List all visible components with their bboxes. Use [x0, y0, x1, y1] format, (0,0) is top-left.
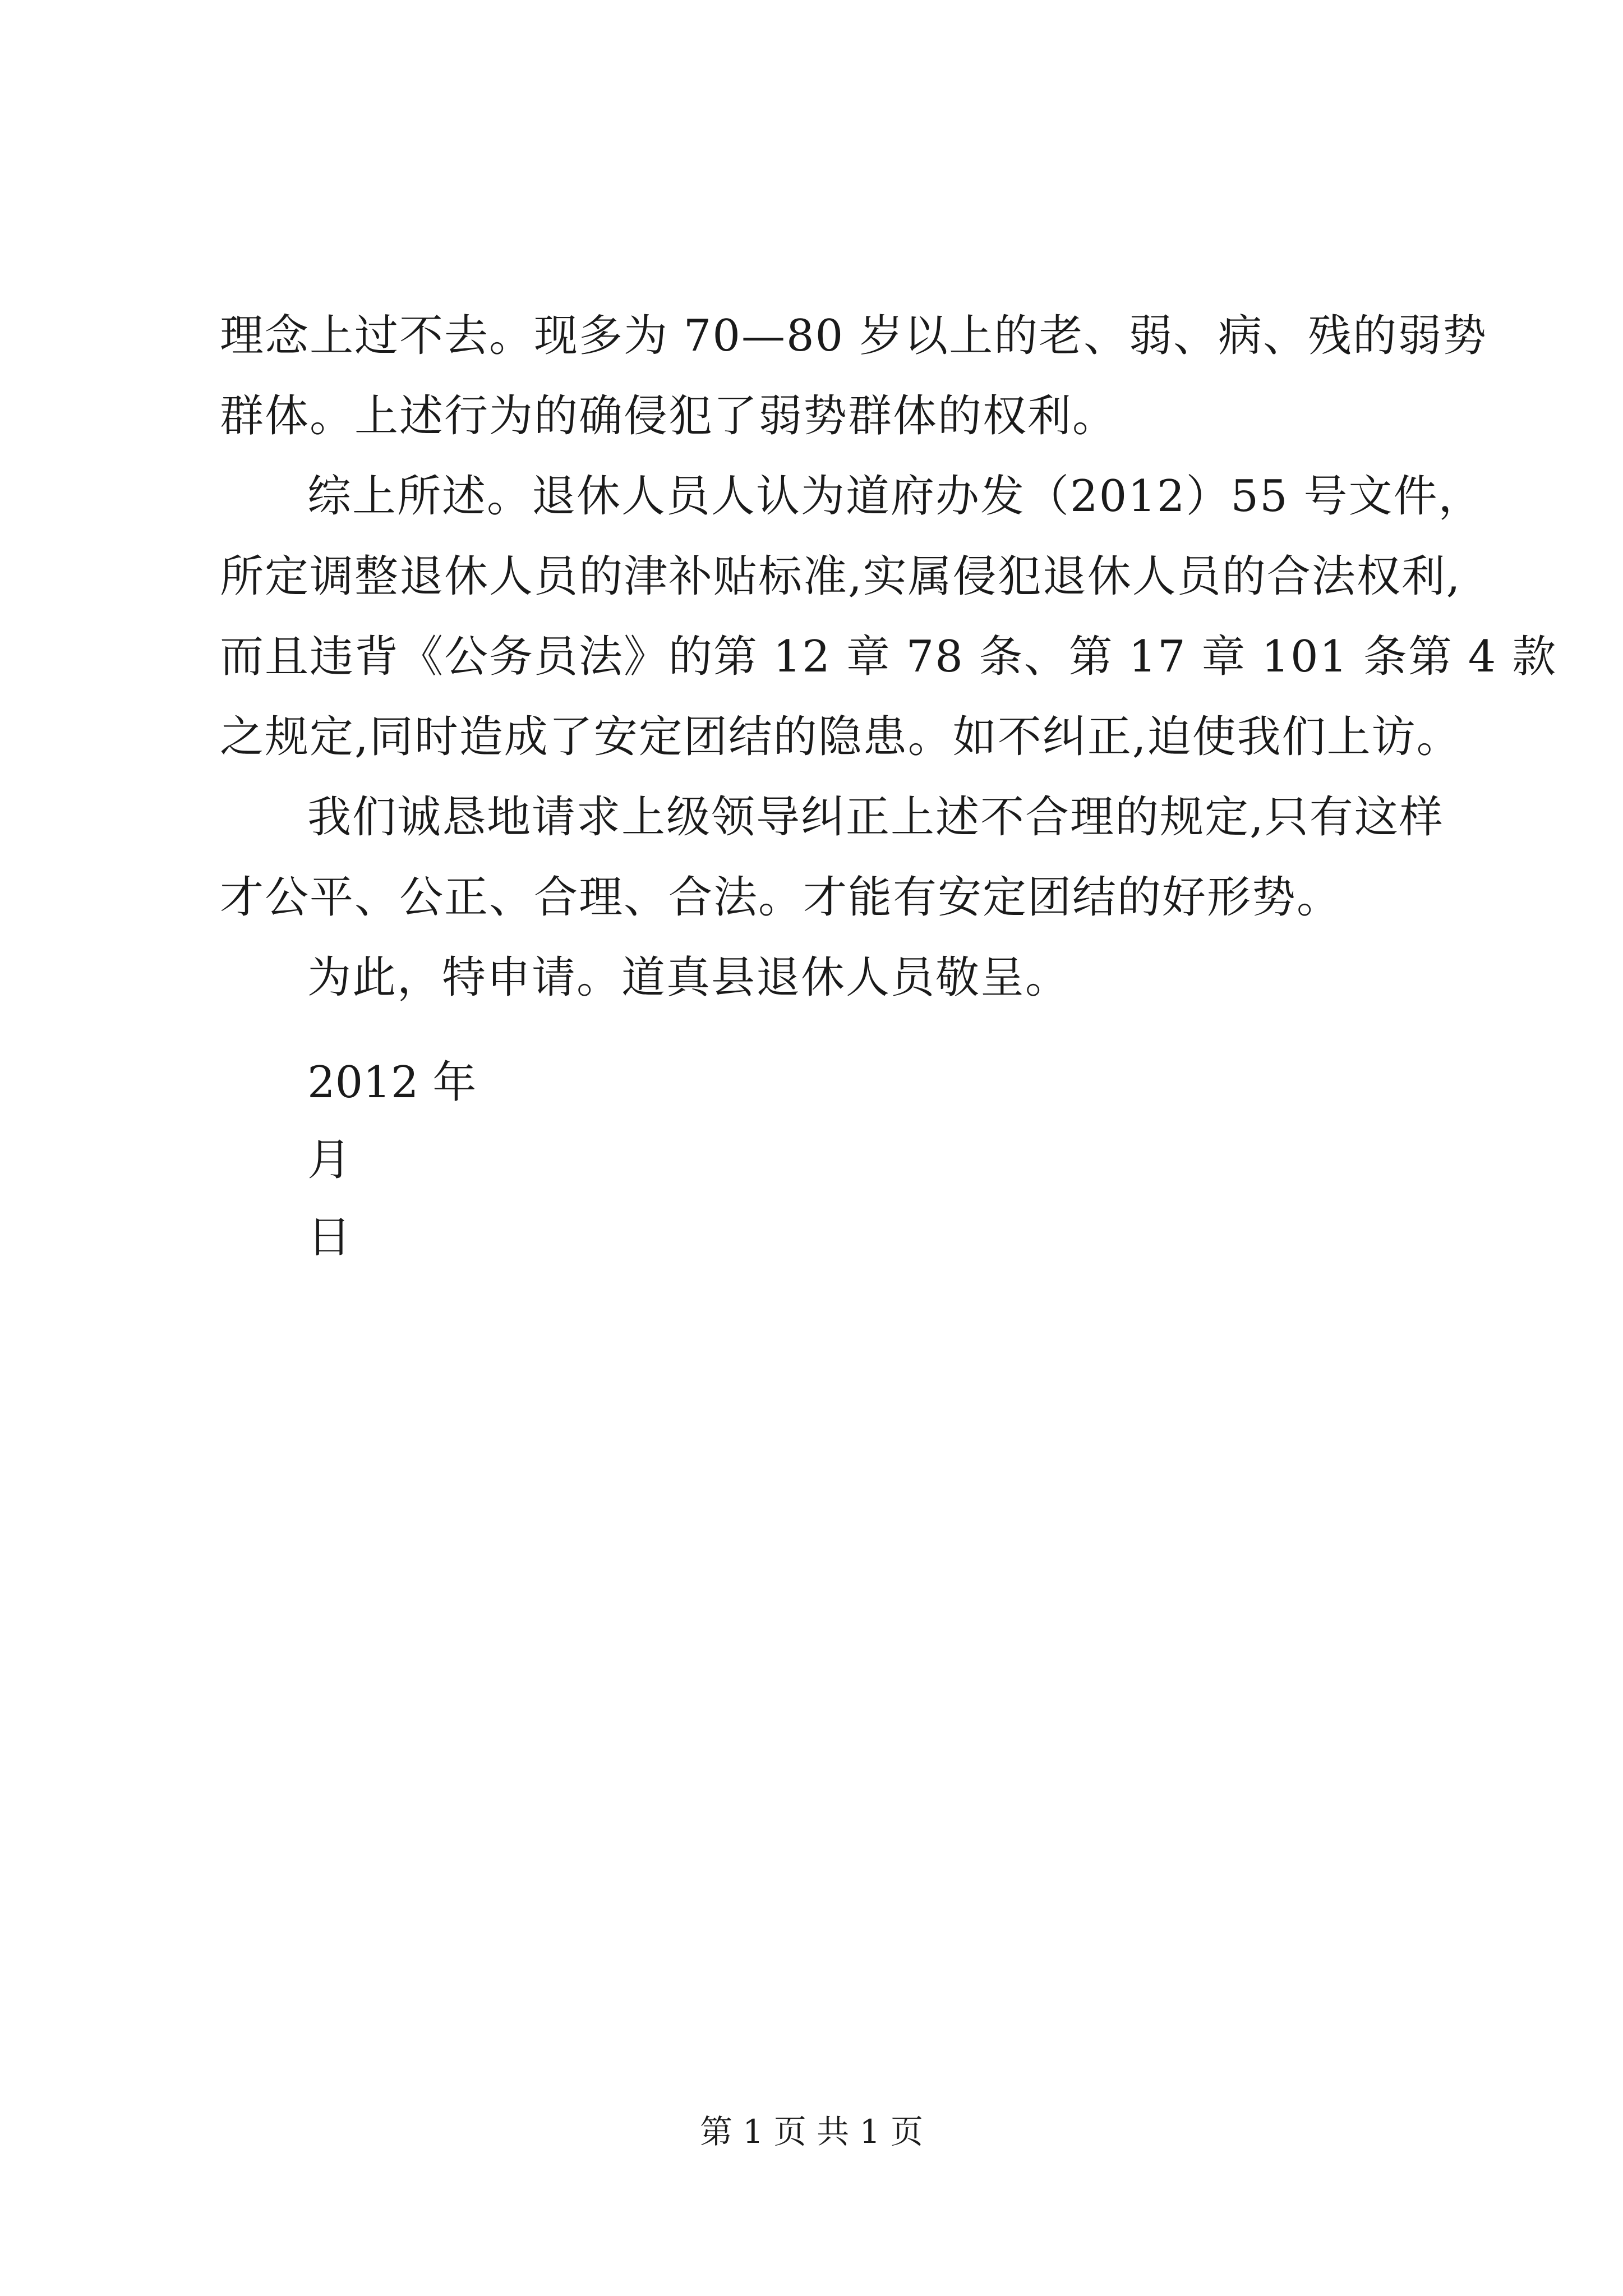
page-footer: 第 1 页 共 1 页 — [700, 2113, 923, 2151]
body-line: 而且违背《公务员法》的第 12 章 78 条、第 17 章 101 条第 4 款 — [220, 632, 1557, 682]
body-line: 群体。上述行为的确侵犯了弱势群体的权利。 — [220, 391, 1118, 441]
body-line: 才公平、公正、合理、合法。才能有安定团结的好形势。 — [220, 872, 1342, 923]
body-line: 为此，特申请。道真县退休人员敬呈。 — [307, 953, 1071, 1003]
date-month: 月 — [307, 1135, 352, 1185]
body-line: 之规定,同时造成了安定团结的隐患。如不纠正,迫使我们上访。 — [220, 712, 1461, 762]
date-day: 日 — [307, 1212, 352, 1263]
body-line: 我们诚恳地请求上级领导纠正上述不合理的规定,只有这样 — [307, 792, 1444, 843]
body-line: 理念上过不去。现多为 70—80 岁以上的老、弱、病、残的弱势 — [220, 311, 1488, 361]
body-line: 综上所述。退休人员人认为道府办发（2012）55 号文件， — [307, 471, 1483, 522]
date-block — [307, 1044, 476, 1276]
document-body — [220, 296, 1557, 1018]
date-year: 2012 年 — [307, 1057, 477, 1108]
body-line: 所定调整退休人员的津补贴标准,实属侵犯退休人员的合法权利, — [220, 551, 1461, 602]
